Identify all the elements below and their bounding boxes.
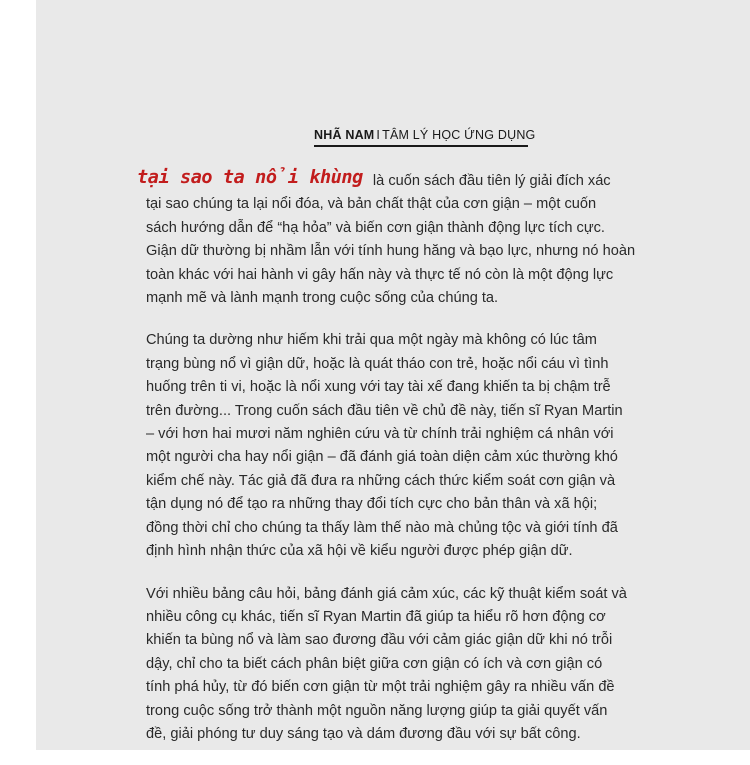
paragraph-3: [146, 583, 646, 747]
description-text: [137, 167, 646, 765]
paragraph-line: nhiều công cụ khác, tiến sĩ Ryan Martin đã giúp ta hiểu rõ hơn động cơ: [146, 608, 606, 625]
paragraph-line: khiến ta bùng nổ và làm sao đương đầu với cảm giác giận dữ khi nó trỗi: [146, 632, 613, 649]
paragraph-line: toàn khác với hai hành vi gây hấn này và thực tế nó còn là một động lực: [146, 266, 614, 283]
paragraph-line: đề, giải phóng tư duy sáng tạo và dám đương đầu với sự bất công.: [146, 725, 581, 742]
paragraph-line: Với nhiều bảng câu hỏi, bảng đánh giá cảm xúc, các kỹ thuật kiểm soát và: [146, 585, 627, 602]
paragraph-line: một người cha hay nổi giận – đã đánh giá toàn diện cảm xúc thường khó: [146, 449, 618, 466]
paragraph-line: – với hơn hai mươi năm nghiên cứu và từ chính trải nghiệm cá nhân với: [146, 426, 614, 443]
paragraph-line: tận dụng nó để tạo ra những thay đổi tích cực cho bản thân và xã hội;: [146, 496, 598, 513]
paragraph-line: trạng bùng nổ vì giận dữ, hoặc là quát tháo con trẻ, hoặc nổi cáu vì tình: [146, 355, 609, 372]
series-name: TÂM LÝ HỌC ỨNG DỤNG: [382, 128, 536, 142]
paragraph-line: kiểm chế này. Tác giả đã đưa ra những cách thức kiểm soát cơn giận và: [146, 472, 616, 489]
paragraph-line: tính phá hủy, từ đó biến cơn giận từ một trải nghiệm gây ra nhiều vấn đề: [146, 679, 615, 696]
book-title: tại sao ta nổi khùng: [137, 167, 363, 188]
paragraph-line: sách hướng dẫn để “hạ hỏa” và biến cơn giận thành động lực tích cực.: [146, 219, 605, 236]
paragraph-line: trên đường... Trong cuốn sách đầu tiên về chủ đề này, tiến sĩ Ryan Martin: [146, 402, 623, 419]
paragraph-line: mạnh mẽ và lành mạnh trong cuộc sống của chúng ta.: [146, 290, 499, 307]
header-separator: I: [376, 128, 381, 142]
paragraph-1: [137, 167, 646, 310]
paragraph-line: định hình nhận thức của xã hội về kiểu người được phép giận dữ.: [146, 543, 573, 560]
publisher-header: [314, 128, 534, 147]
paragraph-line: đồng thời chỉ cho chúng ta thấy làm thế nào mà chủng tộc và giới tính đã: [146, 519, 618, 536]
paragraph-line: Giận dữ thường bị nhầm lẫn với tính hung hăng và bạo lực, nhưng nó hoàn: [146, 243, 636, 260]
paragraph-line: trong cuộc sống trở thành một nguồn năng lượng giúp ta giải quyết vấn: [146, 702, 608, 719]
paragraph-line: huống trên ti vi, hoặc là nổi xung với tay tài xế đang khiến ta bị chậm trễ: [146, 379, 611, 396]
publisher-brand: NHÃ NAM: [314, 128, 375, 142]
paragraph-2: [146, 329, 646, 563]
header-underline: [314, 145, 528, 147]
paragraph-line: Chúng ta dường như hiếm khi trải qua một ngày mà không có lúc tâm: [146, 332, 597, 349]
paragraph-line: tại sao chúng ta lại nổi đóa, và bản chất thật của cơn giận – một cuốn: [146, 196, 597, 213]
paragraph-line: tại sao ta nổi khùng là cuốn sách đầu tiên lý giải đích xác: [137, 167, 611, 189]
paragraph-line: dậy, chỉ cho ta biết cách phân biệt giữa cơn giận có ích và cơn giận có: [146, 655, 603, 672]
